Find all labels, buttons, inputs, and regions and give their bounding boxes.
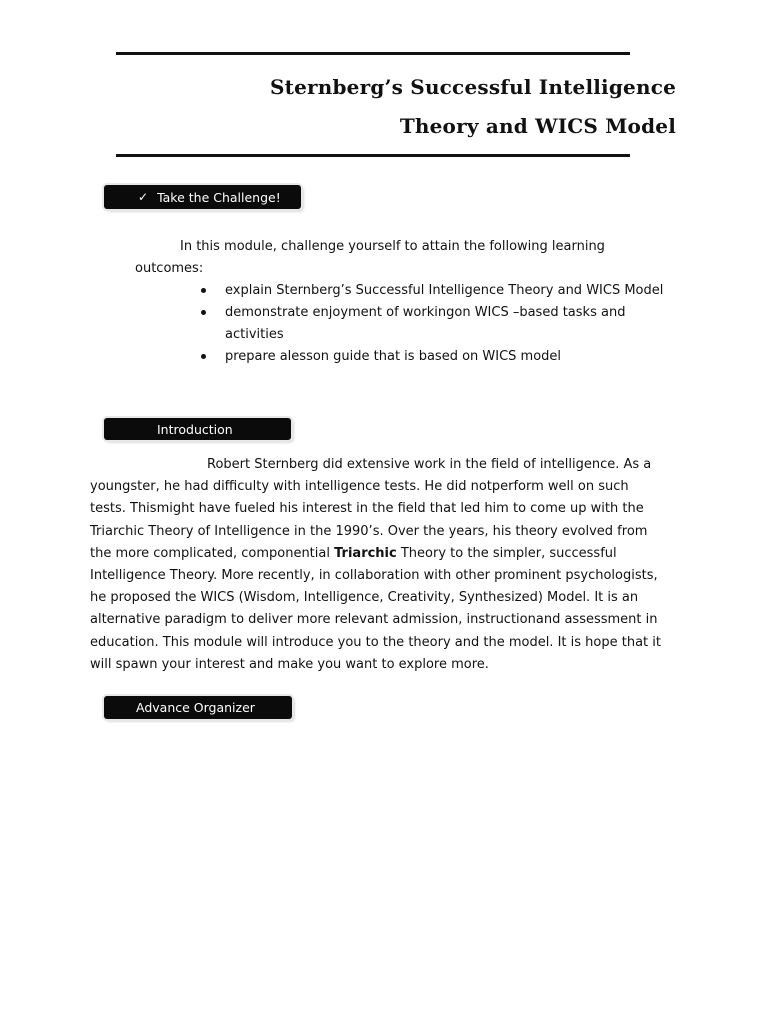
intro-text-run: Theory to the simpler, successful: [396, 546, 617, 561]
take-the-challenge-label: [104, 185, 301, 209]
bullet-icon: [201, 288, 206, 293]
introduction-label-text: Introduction: [157, 421, 233, 437]
bottom-rule: [116, 154, 630, 157]
intro-paragraph-line: [90, 543, 617, 565]
challenge-intro-line-2: outcomes:: [135, 261, 204, 276]
intro-paragraph-line: youngster, he had difficulty with intelligence tests. He did notperform well on such: [90, 479, 629, 494]
top-rule: [116, 52, 630, 55]
bullet-icon: [201, 310, 206, 315]
intro-paragraph-line: Intelligence Theory. More recently, in collaboration with other prominent psychologists,: [90, 568, 658, 583]
intro-paragraph-line: Triarchic Theory of Intelligence in the 1990’s. Over the years, his theory evolved from: [90, 524, 648, 539]
intro-paragraph-line: education. This module will introduce you to the theory and the model. It is hope that it: [90, 635, 661, 650]
title-line-2: Theory and WICS Model: [399, 114, 676, 138]
challenge-intro-line-1: In this module, challenge yourself to attain the following learning: [180, 239, 605, 254]
advance-organizer-label-text: Advance Organizer: [136, 700, 255, 715]
triarchic-bold-term: Triarchic: [334, 546, 397, 561]
intro-paragraph-line: will spawn your interest and make you want to explore more.: [90, 657, 489, 672]
bullet-icon: [201, 354, 206, 359]
intro-paragraph-line: tests. Thismight have fueled his interest in the field that led him to come up with the: [90, 501, 644, 516]
intro-text-run: the more complicated, componential: [90, 546, 335, 561]
advance-organizer-label: [104, 696, 292, 719]
outcome-text: prepare alesson guide that is based on WICS model: [225, 349, 562, 364]
intro-paragraph-line: Robert Sternberg did extensive work in the field of intelligence. As a: [207, 457, 652, 472]
title-line-1: Sternberg’s Successful Intelligence: [270, 75, 676, 99]
challenge-label-text: Take the Challenge!: [157, 189, 281, 205]
checkmark-icon: ✓: [138, 190, 149, 204]
outcome-text: explain Sternberg’s Successful Intelligence Theory and WICS Model: [225, 283, 664, 298]
intro-paragraph-line: he proposed the WICS (Wisdom, Intelligence, Creativity, Synthesized) Model. It is an: [90, 590, 639, 605]
outcome-text: activities: [225, 327, 284, 342]
intro-paragraph-line: alternative paradigm to deliver more relevant admission, instructionand assessment in: [90, 612, 658, 627]
outcome-text: demonstrate enjoyment of workingon WICS –based tasks and: [225, 305, 626, 320]
introduction-label: [104, 418, 291, 440]
